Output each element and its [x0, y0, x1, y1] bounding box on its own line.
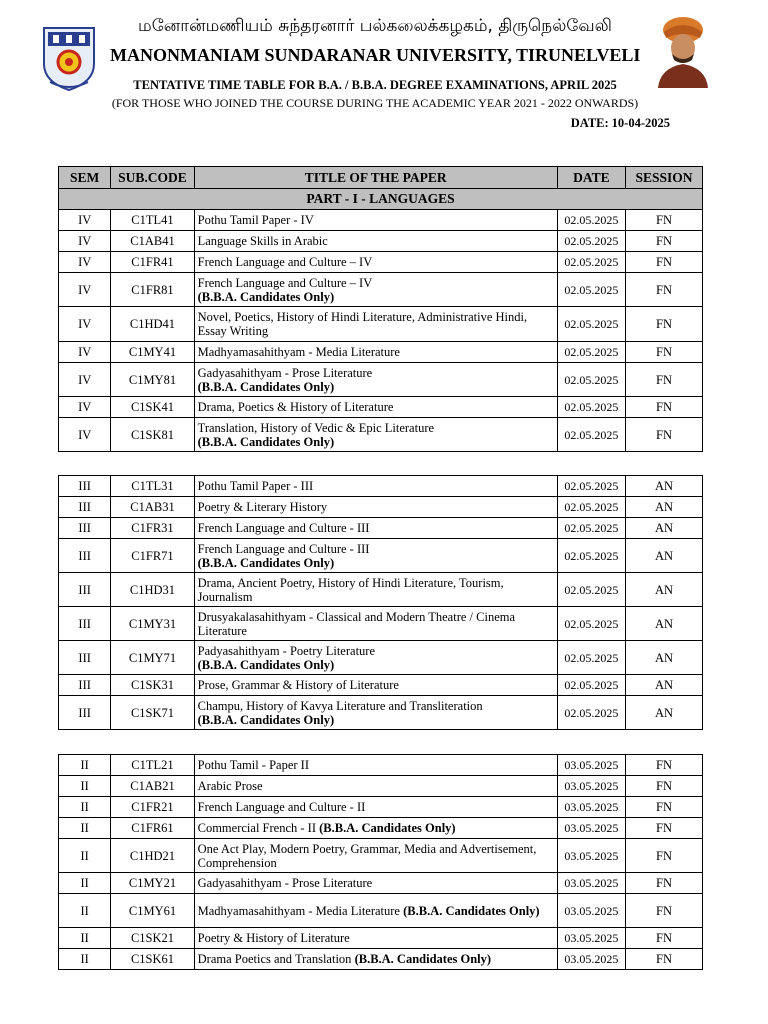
table-row — [59, 928, 703, 949]
subcode-cell: C1MY21 — [111, 873, 194, 894]
sem-cell: III — [59, 539, 111, 573]
paper-title-cell — [194, 607, 557, 641]
subcode-cell: C1SK41 — [111, 397, 194, 418]
paper-title: Madhyamasahithyam - Media Literature — [197, 345, 400, 359]
session-cell: FN — [626, 342, 703, 363]
table-row — [59, 873, 703, 894]
paper-title: Champu, History of Kavya Literature and Transliteration — [197, 698, 483, 713]
session-cell: FN — [626, 797, 703, 818]
table-row — [59, 363, 703, 397]
sem-cell: III — [59, 607, 111, 641]
session-cell: FN — [626, 949, 703, 970]
table-row — [59, 641, 703, 675]
subcode-cell: C1SK31 — [111, 675, 194, 696]
founder-portrait — [652, 14, 714, 88]
table-row — [59, 397, 703, 418]
subcode-cell: C1SK71 — [111, 696, 194, 730]
table-row — [59, 696, 703, 730]
paper-title-cell — [194, 675, 557, 696]
sem-cell: III — [59, 518, 111, 539]
paper-title: Translation, History of Vedic & Epic Literature — [197, 420, 435, 435]
exam-date-cell: 02.05.2025 — [557, 573, 625, 607]
paper-title-cell — [194, 839, 557, 873]
exam-date-cell: 02.05.2025 — [557, 342, 625, 363]
subcode-cell: C1HD21 — [111, 839, 194, 873]
sem-cell: III — [59, 696, 111, 730]
paper-title: French Language and Culture – IV — [197, 255, 373, 269]
table-header-row — [59, 167, 703, 189]
paper-title: Poetry & Literary History — [197, 500, 328, 514]
group-body — [59, 210, 703, 452]
date-value: 10-04-2025 — [611, 116, 670, 130]
table-row — [59, 894, 703, 928]
table-row — [59, 342, 703, 363]
subcode-cell: C1SK81 — [111, 418, 194, 452]
paper-title: Poetry & History of Literature — [197, 931, 350, 945]
exam-date-cell: 02.05.2025 — [557, 231, 625, 252]
candidates-note: (B.B.A. Candidates Only) — [197, 555, 335, 570]
paper-title: Commercial French - II — [197, 821, 320, 835]
paper-title: French Language and Culture – IV — [197, 275, 373, 290]
table-row — [59, 818, 703, 839]
sem-cell: II — [59, 818, 111, 839]
sem-cell: IV — [59, 397, 111, 418]
paper-title: Novel, Poetics, History of Hindi Literature, Administrative Hindi, Essay Writing — [197, 310, 528, 338]
exam-date-cell: 02.05.2025 — [557, 210, 625, 231]
sem-cell: IV — [59, 342, 111, 363]
subcode-cell: C1AB41 — [111, 231, 194, 252]
date-label: DATE: — [570, 116, 609, 130]
subcode-cell: C1FR31 — [111, 518, 194, 539]
exam-date-cell: 02.05.2025 — [557, 397, 625, 418]
exam-date-cell: 03.05.2025 — [557, 873, 625, 894]
table-row — [59, 418, 703, 452]
column-header-session: SESSION — [626, 167, 703, 189]
paper-title-cell — [194, 755, 557, 776]
session-cell: AN — [626, 573, 703, 607]
exam-date-cell: 02.05.2025 — [557, 497, 625, 518]
paper-title-cell — [194, 231, 557, 252]
exam-date-cell: 02.05.2025 — [557, 307, 625, 342]
sem-cell: IV — [59, 307, 111, 342]
sem-cell: II — [59, 839, 111, 873]
exam-date-cell: 02.05.2025 — [557, 363, 625, 397]
subcode-cell: C1SK61 — [111, 949, 194, 970]
table-row — [59, 273, 703, 307]
paper-title-cell — [194, 641, 557, 675]
paper-title-cell — [194, 307, 557, 342]
subcode-cell: C1TL31 — [111, 476, 194, 497]
timetable-group-1 — [58, 166, 703, 452]
sem-cell: II — [59, 776, 111, 797]
part-row — [59, 189, 703, 210]
session-cell: FN — [626, 363, 703, 397]
subcode-cell: C1TL41 — [111, 210, 194, 231]
paper-title-cell — [194, 818, 557, 839]
sem-cell: II — [59, 894, 111, 928]
subcode-cell: C1FR81 — [111, 273, 194, 307]
paper-title-cell — [194, 418, 557, 452]
session-cell: FN — [626, 210, 703, 231]
document-header — [0, 0, 768, 160]
group-body — [59, 476, 703, 730]
sem-cell: II — [59, 755, 111, 776]
sem-cell: IV — [59, 231, 111, 252]
session-cell: AN — [626, 497, 703, 518]
timetable-group-3 — [58, 754, 703, 970]
paper-title-cell — [194, 497, 557, 518]
sem-cell: III — [59, 641, 111, 675]
session-cell: AN — [626, 607, 703, 641]
paper-title-cell — [194, 776, 557, 797]
paper-title-cell — [194, 949, 557, 970]
paper-title-cell — [194, 894, 557, 928]
exam-date-cell: 02.05.2025 — [557, 641, 625, 675]
table-row — [59, 518, 703, 539]
sem-cell: IV — [59, 363, 111, 397]
paper-title: Drusyakalasahithyam - Classical and Modern Theatre / Cinema Literature — [197, 609, 516, 638]
exam-date-cell: 03.05.2025 — [557, 839, 625, 873]
publication-date — [560, 116, 670, 131]
exam-date-cell: 03.05.2025 — [557, 928, 625, 949]
subcode-cell: C1AB31 — [111, 497, 194, 518]
exam-date-cell: 02.05.2025 — [557, 476, 625, 497]
paper-title: Pothu Tamil Paper - III — [197, 479, 314, 493]
table-row — [59, 476, 703, 497]
sem-cell: IV — [59, 273, 111, 307]
group-body — [59, 755, 703, 970]
exam-date-cell: 02.05.2025 — [557, 273, 625, 307]
session-cell: AN — [626, 675, 703, 696]
exam-date-cell: 03.05.2025 — [557, 755, 625, 776]
part-label: PART - I - LANGUAGES — [59, 189, 703, 210]
paper-title-cell — [194, 873, 557, 894]
exam-date-cell: 02.05.2025 — [557, 607, 625, 641]
paper-title: French Language and Culture - II — [197, 800, 366, 814]
session-cell: FN — [626, 839, 703, 873]
paper-title-cell — [194, 518, 557, 539]
paper-title: Madhyamasahithyam - Media Literature — [197, 903, 404, 918]
paper-title-cell — [194, 363, 557, 397]
session-cell: FN — [626, 894, 703, 928]
subcode-cell: C1FR21 — [111, 797, 194, 818]
candidates-note: (B.B.A. Candidates Only) — [197, 434, 335, 449]
exam-date-cell: 03.05.2025 — [557, 949, 625, 970]
sem-cell: II — [59, 873, 111, 894]
session-cell: FN — [626, 397, 703, 418]
paper-title-cell — [194, 252, 557, 273]
paper-title: French Language and Culture - III — [197, 541, 370, 556]
session-cell: AN — [626, 476, 703, 497]
session-cell: FN — [626, 818, 703, 839]
session-cell: FN — [626, 252, 703, 273]
sem-cell: II — [59, 928, 111, 949]
paper-title: Pothu Tamil - Paper II — [197, 758, 310, 772]
table-row — [59, 797, 703, 818]
table-row — [59, 539, 703, 573]
exam-date-cell: 03.05.2025 — [557, 894, 625, 928]
exam-date-cell: 02.05.2025 — [557, 518, 625, 539]
subcode-cell: C1FR71 — [111, 539, 194, 573]
subcode-cell: C1MY81 — [111, 363, 194, 397]
exam-date-cell: 03.05.2025 — [557, 797, 625, 818]
subcode-cell: C1FR41 — [111, 252, 194, 273]
candidates-note: (B.B.A. Candidates Only) — [197, 657, 335, 672]
exam-date-cell: 03.05.2025 — [557, 818, 625, 839]
subcode-cell: C1MY71 — [111, 641, 194, 675]
paper-title-cell — [194, 210, 557, 231]
subcode-cell: C1MY61 — [111, 894, 194, 928]
paper-title-cell — [194, 797, 557, 818]
session-cell: AN — [626, 641, 703, 675]
exam-date-cell: 02.05.2025 — [557, 252, 625, 273]
sem-cell: III — [59, 675, 111, 696]
table-row — [59, 839, 703, 873]
table-row — [59, 210, 703, 231]
paper-title-cell — [194, 342, 557, 363]
sem-cell: IV — [59, 210, 111, 231]
paper-title: Drama, Poetics & History of Literature — [197, 400, 394, 414]
paper-title-cell — [194, 397, 557, 418]
session-cell: FN — [626, 928, 703, 949]
sem-cell: IV — [59, 252, 111, 273]
column-header-sem: SEM — [59, 167, 111, 189]
session-cell: FN — [626, 418, 703, 452]
table-row — [59, 755, 703, 776]
paper-title-cell — [194, 273, 557, 307]
paper-title-cell — [194, 573, 557, 607]
paper-title-cell — [194, 476, 557, 497]
subcode-cell: C1MY41 — [111, 342, 194, 363]
exam-title: TENTATIVE TIME TABLE FOR B.A. / B.B.A. DEGREE EXAMINATIONS, APRIL 2025 — [133, 78, 617, 92]
sem-cell: III — [59, 476, 111, 497]
subcode-cell: C1AB21 — [111, 776, 194, 797]
column-header-title: TITLE OF THE PAPER — [194, 167, 557, 189]
session-cell: AN — [626, 539, 703, 573]
column-header-date: DATE — [557, 167, 625, 189]
candidates-note: (B.B.A. Candidates Only) — [197, 379, 335, 394]
university-logo — [40, 24, 98, 94]
subcode-cell: C1HD31 — [111, 573, 194, 607]
table-row — [59, 497, 703, 518]
sem-cell: III — [59, 497, 111, 518]
paper-title-cell — [194, 696, 557, 730]
paper-title: Drama Poetics and Translation — [197, 952, 355, 966]
table-row — [59, 949, 703, 970]
exam-date-cell: 03.05.2025 — [557, 776, 625, 797]
session-cell: FN — [626, 776, 703, 797]
table-row — [59, 607, 703, 641]
table-row — [59, 573, 703, 607]
session-cell: FN — [626, 273, 703, 307]
paper-title: Arabic Prose — [197, 779, 263, 793]
table-row — [59, 252, 703, 273]
paper-title: One Act Play, Modern Poetry, Grammar, Media and Advertisement, Comprehension — [197, 841, 537, 870]
exam-date-cell: 02.05.2025 — [557, 696, 625, 730]
session-cell: FN — [626, 307, 703, 342]
exam-date-cell: 02.05.2025 — [557, 539, 625, 573]
table-row — [59, 231, 703, 252]
table-row — [59, 776, 703, 797]
session-cell: FN — [626, 755, 703, 776]
subcode-cell: C1MY31 — [111, 607, 194, 641]
subcode-cell: C1HD41 — [111, 307, 194, 342]
paper-title: Padyasahithyam - Poetry Literature — [197, 643, 375, 658]
session-cell: FN — [626, 231, 703, 252]
sem-cell: III — [59, 573, 111, 607]
table-row — [59, 307, 703, 342]
paper-title: Pothu Tamil Paper - IV — [197, 213, 314, 227]
table-row — [59, 675, 703, 696]
paper-title: Language Skills in Arabic — [197, 234, 328, 248]
paper-title: French Language and Culture - III — [197, 521, 370, 535]
candidates-note: (B.B.A. Candidates Only) — [354, 952, 492, 966]
session-cell: AN — [626, 696, 703, 730]
subcode-cell: C1SK21 — [111, 928, 194, 949]
exam-subtitle: (FOR THOSE WHO JOINED THE COURSE DURING THE ACADEMIC YEAR 2021 - 2022 ONWARDS) — [111, 96, 639, 110]
candidates-note: (B.B.A. Candidates Only) — [197, 289, 335, 304]
paper-title: Gadyasahithyam - Prose Literature — [197, 876, 373, 890]
university-name-tamil: மனோன்மணியம் சுந்தரனார் பல்கலைக்கழகம், திருநெல்வேலி — [138, 16, 612, 36]
session-cell: AN — [626, 518, 703, 539]
university-name-english: MANONMANIAM SUNDARANAR UNIVERSITY, TIRUNELVELI — [110, 45, 641, 65]
subcode-cell: C1TL21 — [111, 755, 194, 776]
timetable-group-2 — [58, 475, 703, 730]
candidates-note: (B.B.A. Candidates Only) — [197, 712, 335, 727]
session-cell: FN — [626, 873, 703, 894]
exam-date-cell: 02.05.2025 — [557, 675, 625, 696]
paper-title-cell — [194, 539, 557, 573]
candidates-note: (B.B.A. Candidates Only) — [403, 903, 540, 918]
paper-title-cell — [194, 928, 557, 949]
subcode-cell: C1FR61 — [111, 818, 194, 839]
sem-cell: IV — [59, 418, 111, 452]
paper-title: Gadyasahithyam - Prose Literature — [197, 365, 373, 380]
sem-cell: II — [59, 797, 111, 818]
paper-title: Drama, Ancient Poetry, History of Hindi Literature, Tourism, Journalism — [197, 575, 504, 604]
exam-date-cell: 02.05.2025 — [557, 418, 625, 452]
paper-title: Prose, Grammar & History of Literature — [197, 678, 399, 692]
sem-cell: II — [59, 949, 111, 970]
candidates-note: (B.B.A. Candidates Only) — [319, 821, 456, 835]
column-header-subcode: SUB.CODE — [111, 167, 194, 189]
